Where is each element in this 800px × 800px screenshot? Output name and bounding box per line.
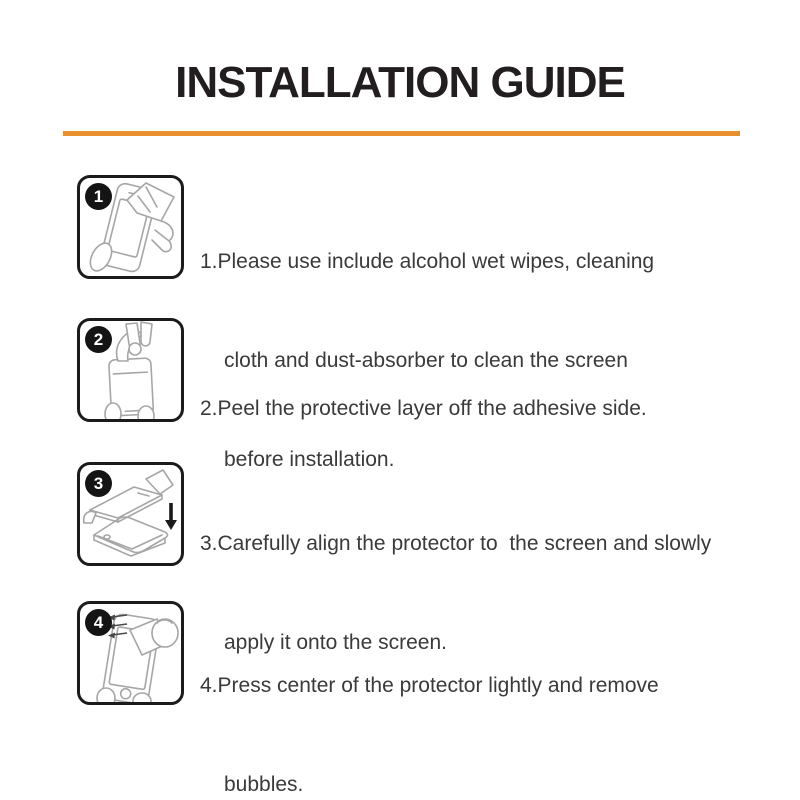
step-3-badge: 3 [85,470,112,497]
step-3-illustration [77,462,184,566]
step-2-illustration [77,318,184,422]
step-1-line-1: 1.Please use include alcohol wet wipes, cleaning [200,250,655,273]
step-3-line-2: apply it onto the screen. [224,631,447,654]
title-divider [63,131,740,136]
step-4-line-1: 4.Press center of the protector lightly and remove [200,674,659,697]
step-4-text [200,603,765,800]
step-1-illustration [77,175,184,279]
step-2-line-1: 2.Peel the protective layer off the adhesive side. [200,397,647,420]
step-4-line-2: bubbles. [224,773,304,796]
step-1-badge: 1 [85,183,112,210]
step-2-badge: 2 [85,326,112,353]
step-4-illustration [77,601,184,705]
step-1-line-2: cloth and dust-absorber to clean the screen [224,349,628,372]
step-4-badge: 4 [85,609,112,636]
page-title: INSTALLATION GUIDE [175,58,625,107]
step-3-line-1: 3.Carefully align the protector to the screen and slowly [200,532,712,555]
step-1-line-3: before installation. [224,448,395,471]
